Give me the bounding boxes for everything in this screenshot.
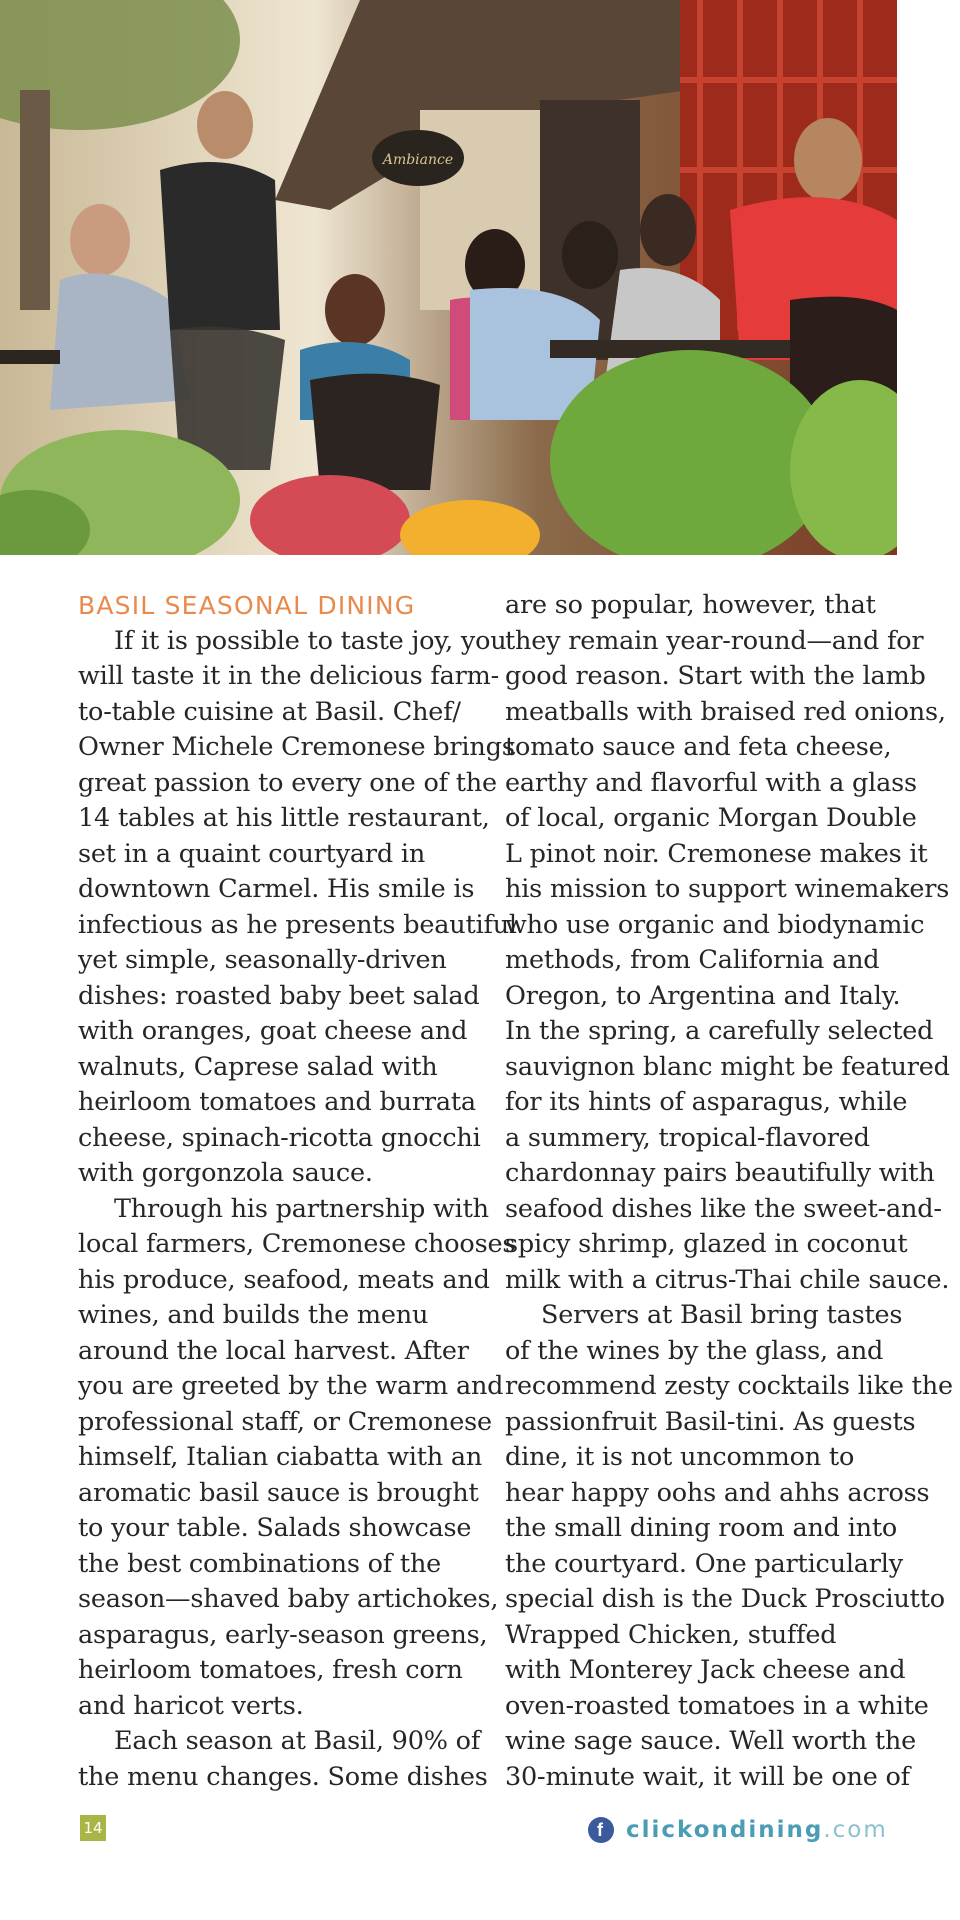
facebook-icon[interactable]: f	[588, 1817, 614, 1843]
article-line: If it is possible to taste joy, you	[114, 625, 507, 656]
article-line: to-table cuisine at Basil. Chef/	[78, 696, 461, 727]
article-line: his mission to support winemakers	[505, 874, 950, 904]
article-line: a summery, tropical-flavored	[505, 1122, 870, 1153]
article-line: asparagus, early-season greens,	[78, 1619, 488, 1650]
sign-text: Ambiance	[382, 152, 454, 168]
article-line: season—shaved baby artichokes,	[78, 1584, 499, 1614]
article-line: they remain year-round—and for	[505, 625, 924, 656]
article-line: himself, Italian ciabatta with an	[78, 1442, 483, 1472]
article-line: the courtyard. One particularly	[505, 1548, 903, 1579]
article-line: for its hints of asparagus, while	[505, 1087, 908, 1117]
article-line: dine, it is not uncommon to	[505, 1442, 855, 1472]
article-line: sauvignon blanc might be featured	[505, 1051, 950, 1082]
site-name[interactable]: clickondining	[626, 1817, 824, 1843]
article-line: seafood dishes like the sweet-and-	[505, 1193, 942, 1224]
article-line: Each season at Basil, 90% of	[114, 1726, 481, 1756]
article-line: recommend zesty cocktails like the	[505, 1371, 953, 1401]
article-line: heirloom tomatoes, fresh corn	[78, 1655, 463, 1685]
article-line: are so popular, however, that	[505, 590, 876, 620]
article-line: Owner Michele Cremonese brings	[78, 732, 515, 762]
article-line: hear happy oohs and ahhs across	[505, 1477, 930, 1508]
article-line: with gorgonzola sauce.	[78, 1158, 373, 1188]
article-line: of the wines by the glass, and	[505, 1335, 884, 1366]
article-line: the menu changes. Some dishes	[78, 1761, 488, 1792]
article-line: oven-roasted tomatoes in a white	[505, 1690, 929, 1721]
article-line: great passion to every one of the	[78, 767, 497, 798]
article-column-right	[505, 588, 953, 1795]
article-line: you are greeted by the warm and	[78, 1371, 504, 1401]
article-line: passionfruit Basil-tini. As guests	[505, 1406, 916, 1437]
article-title: BASIL SEASONAL DINING	[78, 591, 416, 620]
article-line: with Monterey Jack cheese and	[505, 1655, 906, 1685]
article-line: dishes: roasted baby beet salad	[78, 980, 480, 1011]
article-line: tomato sauce and feta cheese,	[505, 732, 892, 762]
article-line: L pinot noir. Cremonese makes it	[505, 838, 928, 869]
article-line: chardonnay pairs beautifully with	[505, 1158, 935, 1188]
patio-illustration	[0, 0, 897, 555]
article-line: Servers at Basil bring tastes	[541, 1300, 903, 1330]
article-column-left	[78, 588, 517, 1795]
article-line: to your table. Salads showcase	[78, 1513, 472, 1543]
article-line: earthy and flavorful with a glass	[505, 767, 917, 798]
article-line: around the local harvest. After	[78, 1335, 469, 1366]
article-line: set in a quaint courtyard in	[78, 838, 426, 869]
article-line: local farmers, Cremonese chooses	[78, 1229, 516, 1259]
article-line: professional staff, or Cremonese	[78, 1406, 492, 1437]
article-line: wines, and builds the menu	[78, 1300, 429, 1330]
article-line: good reason. Start with the lamb	[505, 661, 926, 691]
article-line: the best combinations of the	[78, 1548, 442, 1579]
site-link[interactable]	[588, 1815, 888, 1845]
article-line: of local, organic Morgan Double	[505, 803, 917, 833]
article-line: heirloom tomatoes and burrata	[78, 1087, 476, 1117]
article-line: his produce, seafood, meats and	[78, 1264, 490, 1295]
article-line: aromatic basil sauce is brought	[78, 1477, 479, 1508]
article-line: methods, from California and	[505, 945, 880, 975]
article-line: 14 tables at his little restaurant,	[78, 803, 490, 833]
article-line: In the spring, a carefully selected	[505, 1016, 934, 1046]
article-line: walnuts, Caprese salad with	[78, 1051, 438, 1082]
article-line: 30-minute wait, it will be one of	[505, 1761, 910, 1792]
article-line: who use organic and biodynamic	[505, 909, 925, 940]
article-line: Wrapped Chicken, stuffed	[505, 1619, 837, 1650]
article-line: special dish is the Duck Prosciutto	[505, 1584, 945, 1614]
article-line: and haricot verts.	[78, 1690, 304, 1721]
article-line: spicy shrimp, glazed in coconut	[505, 1229, 908, 1259]
article-line: Oregon, to Argentina and Italy.	[505, 980, 901, 1011]
page-number: 14	[80, 1815, 106, 1841]
article-line: infectious as he presents beautiful	[78, 909, 517, 940]
article-line: downtown Carmel. His smile is	[78, 874, 475, 904]
article-line: cheese, spinach-ricotta gnocchi	[78, 1122, 481, 1153]
article-line: with oranges, goat cheese and	[78, 1016, 468, 1046]
article-line: wine sage sauce. Well worth the	[505, 1726, 917, 1756]
article-line: will taste it in the delicious farm-	[78, 661, 499, 691]
article-line: the small dining room and into	[505, 1513, 898, 1543]
article-line: meatballs with braised red onions,	[505, 696, 946, 727]
restaurant-patio-photo	[0, 0, 897, 555]
article-line: milk with a citrus-Thai chile sauce.	[505, 1264, 950, 1295]
article-line: Through his partnership with	[114, 1193, 489, 1224]
site-tld[interactable]: .com	[823, 1817, 888, 1843]
article-line: yet simple, seasonally-driven	[78, 945, 447, 975]
